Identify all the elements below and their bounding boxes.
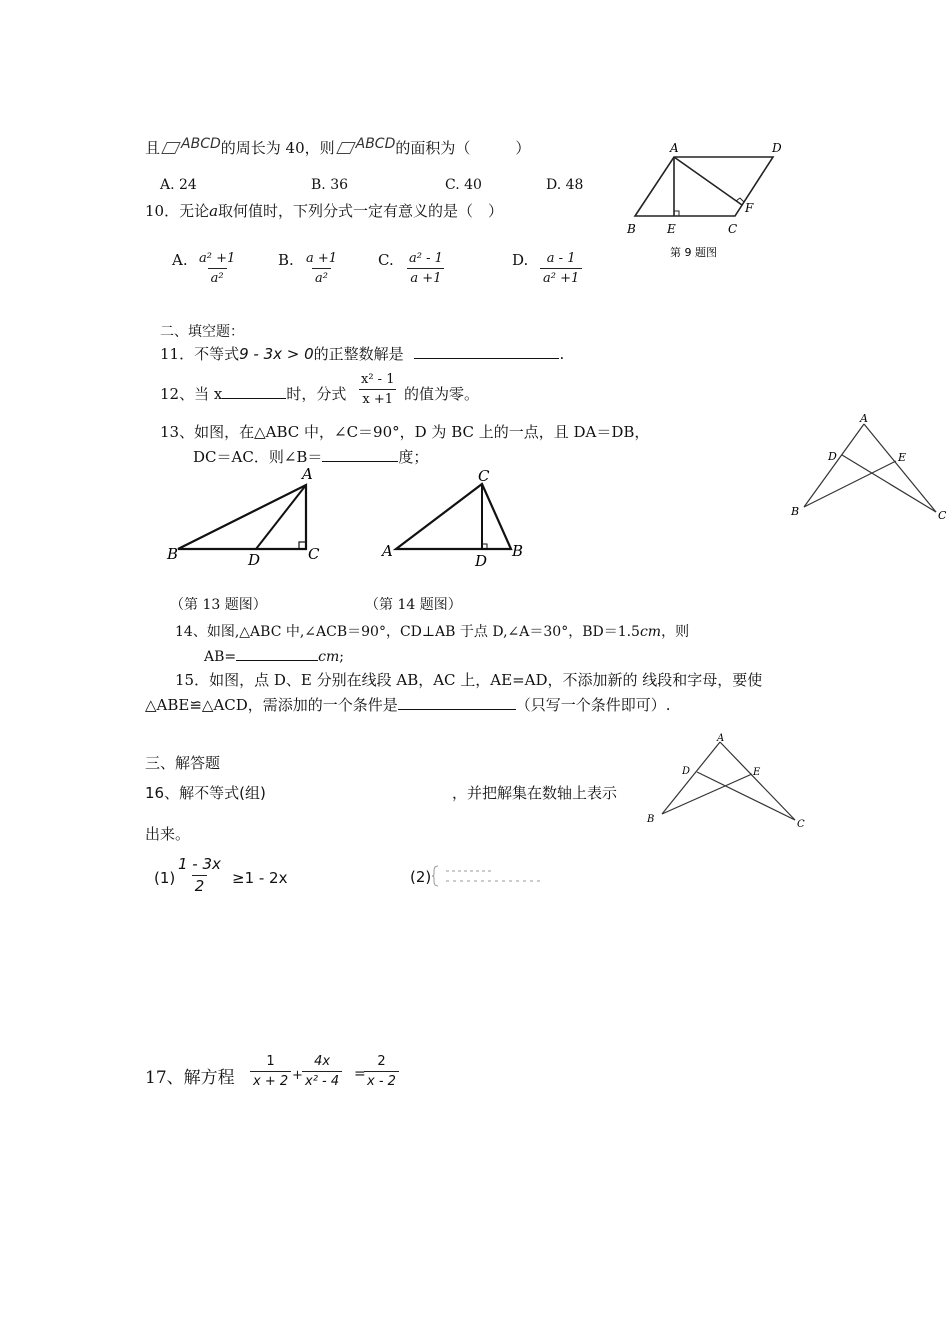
q11 [160, 343, 564, 364]
parallelogram-icon [161, 142, 181, 154]
q15-figure-bottom [640, 732, 815, 832]
frac-den: x - 2 [364, 1071, 399, 1088]
label-a: A [860, 412, 868, 425]
label-c: C [478, 467, 490, 485]
q15-line2-post: （只写一个条件即可）. [515, 696, 671, 714]
q14-line2-unit: cm [318, 649, 340, 665]
frac-num: x² - 1 [361, 372, 395, 387]
q15-line1: 15．如图，点 D、E 分别在线段 AB，AC 上，AE=AD，不添加新的 线段和字母，要使 [175, 671, 763, 689]
frac-den: x + 2 [250, 1071, 291, 1088]
frac-den: a² +1 [540, 268, 582, 285]
label-e: E [753, 767, 761, 778]
frac-num: 1 [266, 1054, 275, 1069]
q16-part2-system-image [432, 864, 552, 888]
label-e: E [667, 222, 676, 236]
q17-op2: = [354, 1066, 366, 1082]
q16-mid: ，并把解集在数轴上表示 [452, 784, 618, 802]
q17-term2 [302, 1055, 342, 1088]
label-c: C [728, 222, 738, 236]
parallelogram-icon [336, 142, 356, 154]
label-d: D [682, 766, 691, 777]
frac-num: a +1 [306, 251, 338, 266]
frac-num: a² +1 [199, 251, 236, 266]
label-c: C [308, 545, 320, 563]
q15-answer-blank[interactable] [398, 695, 516, 710]
q14-line2 [204, 646, 344, 665]
q14-line1-text: 14、如图,△ABC 中,∠ACB＝90°，CD⊥AB 于点 D,∠A＝30°，BD＝1.5 [175, 624, 640, 640]
side-ac [864, 424, 936, 512]
q17-pre: 17、解方程 [145, 1068, 235, 1088]
segment-cd [697, 772, 795, 820]
q10-option-d-frac [540, 252, 582, 285]
q9-mid1: 的周长为 40，则 [220, 139, 335, 157]
q15-line2-pre: △ABE≌△ACD，需添加的一个条件是 [145, 696, 398, 714]
q11-expr: 9 - 3x > 0 [239, 345, 314, 363]
q12-answer-blank[interactable] [222, 384, 286, 399]
frac-num: a - 1 [546, 251, 576, 266]
label-a: A [717, 733, 725, 744]
label-d: D [828, 450, 837, 463]
label-d: D [475, 552, 488, 570]
q10-option-c-frac [406, 252, 446, 285]
q14-line1 [175, 621, 689, 641]
label-b: B [167, 545, 179, 563]
q13-line2-pre: DC＝AC．则∠B＝ [193, 448, 323, 466]
segment-cd [842, 455, 936, 512]
q11-post: 的正整数解是 [313, 345, 404, 363]
label-d: D [248, 551, 261, 569]
q9-stem [145, 136, 530, 158]
label-b: B [647, 814, 655, 825]
q12-pre [160, 383, 346, 404]
q16-part2-label: (2) [410, 868, 432, 886]
frac-den: a +1 [407, 268, 444, 285]
frac-num: 2 [377, 1054, 386, 1069]
label-c: C [938, 509, 946, 522]
altitude-af [674, 157, 742, 205]
q10-var: a [209, 202, 219, 220]
side-ab [804, 424, 864, 507]
q14-figure [376, 465, 526, 575]
q9-option-d: D. 48 [546, 177, 584, 193]
label-a: A [670, 141, 679, 155]
q14-answer-blank[interactable] [236, 646, 318, 661]
q17-op1: + [292, 1068, 303, 1083]
q9-figure-caption: 第 9 题图 [670, 246, 717, 259]
q11-answer-blank[interactable] [414, 344, 559, 359]
q10-option-b-label: B. [278, 251, 294, 269]
q16-part1-frac [175, 857, 224, 894]
q11-end: . [559, 345, 565, 363]
q10-option-a-label: A. [172, 251, 188, 269]
frac-den: x² - 4 [302, 1071, 342, 1088]
label-b: B [512, 542, 524, 560]
triangle-acb [396, 484, 511, 549]
q13-figure [162, 463, 327, 573]
frac-den: x +1 [359, 389, 396, 406]
q14-unit: cm [639, 624, 662, 640]
q9-option-c: C. 40 [445, 177, 482, 193]
q17-term3 [364, 1055, 399, 1088]
q16-part1-rest: ≥1 - 2x [232, 869, 288, 887]
q12-mid-text: 时，分式 [286, 385, 347, 403]
q10-text-pre: 10．无论 [145, 202, 210, 220]
label-d: D [772, 141, 782, 155]
frac-num: 1 - 3x [178, 855, 221, 873]
side-ab [662, 742, 720, 814]
q13-figure-caption: （第 13 题图） [170, 597, 267, 613]
q9-option-b: B. 36 [311, 177, 349, 193]
q9-option-a: A. 24 [160, 177, 197, 193]
q14-line2-end: ; [339, 649, 344, 665]
label-b: B [791, 505, 800, 518]
segment-be [662, 774, 752, 814]
q13-answer-blank[interactable] [322, 447, 398, 462]
frac-den: 2 [192, 875, 208, 894]
side-ac [720, 742, 795, 820]
q10-stem [145, 200, 503, 221]
q14-figure-caption: （第 14 题图） [365, 597, 462, 613]
section-3-heading: 三、解答题 [145, 754, 221, 772]
triangle-abc [178, 485, 306, 549]
segment-be [804, 461, 896, 507]
label-e: E [898, 451, 907, 464]
q12-post: 的值为零。 [404, 385, 480, 403]
q12-pre-text: 12、当 x [160, 385, 223, 403]
q17-term1 [250, 1055, 291, 1088]
q14-line2-pre: AB= [204, 649, 237, 665]
q10-option-a-frac [196, 252, 238, 285]
label-f: F [745, 201, 754, 215]
q13-line1: 13、如图，在△ABC 中，∠C＝90°，D 为 BC 上的一点，且 DA＝DB， [160, 423, 650, 441]
frac-num: 4x [314, 1054, 331, 1069]
q15-line2 [145, 694, 671, 715]
q9-abcd-2: ABCD [355, 136, 396, 152]
frac-den: a² [312, 268, 331, 285]
q9-prefix: 且 [145, 139, 161, 157]
q11-pre: 11．不等式 [160, 345, 240, 363]
frac-den: a² [208, 268, 227, 285]
label-c: C [797, 819, 805, 830]
q10-option-b-frac [303, 252, 340, 285]
q16-part1-label: (1) [154, 869, 176, 887]
label-a: A [382, 542, 393, 560]
q9-figure [622, 138, 792, 263]
label-b: B [627, 222, 636, 236]
frac-num: a² - 1 [409, 251, 443, 266]
q10-option-c-label: C. [378, 251, 394, 269]
section-2-heading: 二、填空题： [160, 324, 244, 340]
q9-mid2: 的面积为（ ） [395, 139, 531, 157]
q12-frac [358, 373, 397, 406]
q16-pre: 16、解不等式(组) [145, 784, 266, 802]
segment-ad [256, 485, 306, 549]
q9-abcd-1: ABCD [181, 136, 221, 152]
q14-line1-end: ，则 [661, 624, 690, 640]
q13-line2-post: 度； [398, 448, 429, 466]
label-a: A [302, 465, 313, 483]
q15-figure-top [786, 412, 946, 527]
q10-option-d-label: D. [512, 251, 529, 269]
q16-line2: 出来。 [145, 825, 191, 843]
q10-text-post: 取何值时，下列分式一定有意义的是（ ） [218, 202, 504, 220]
